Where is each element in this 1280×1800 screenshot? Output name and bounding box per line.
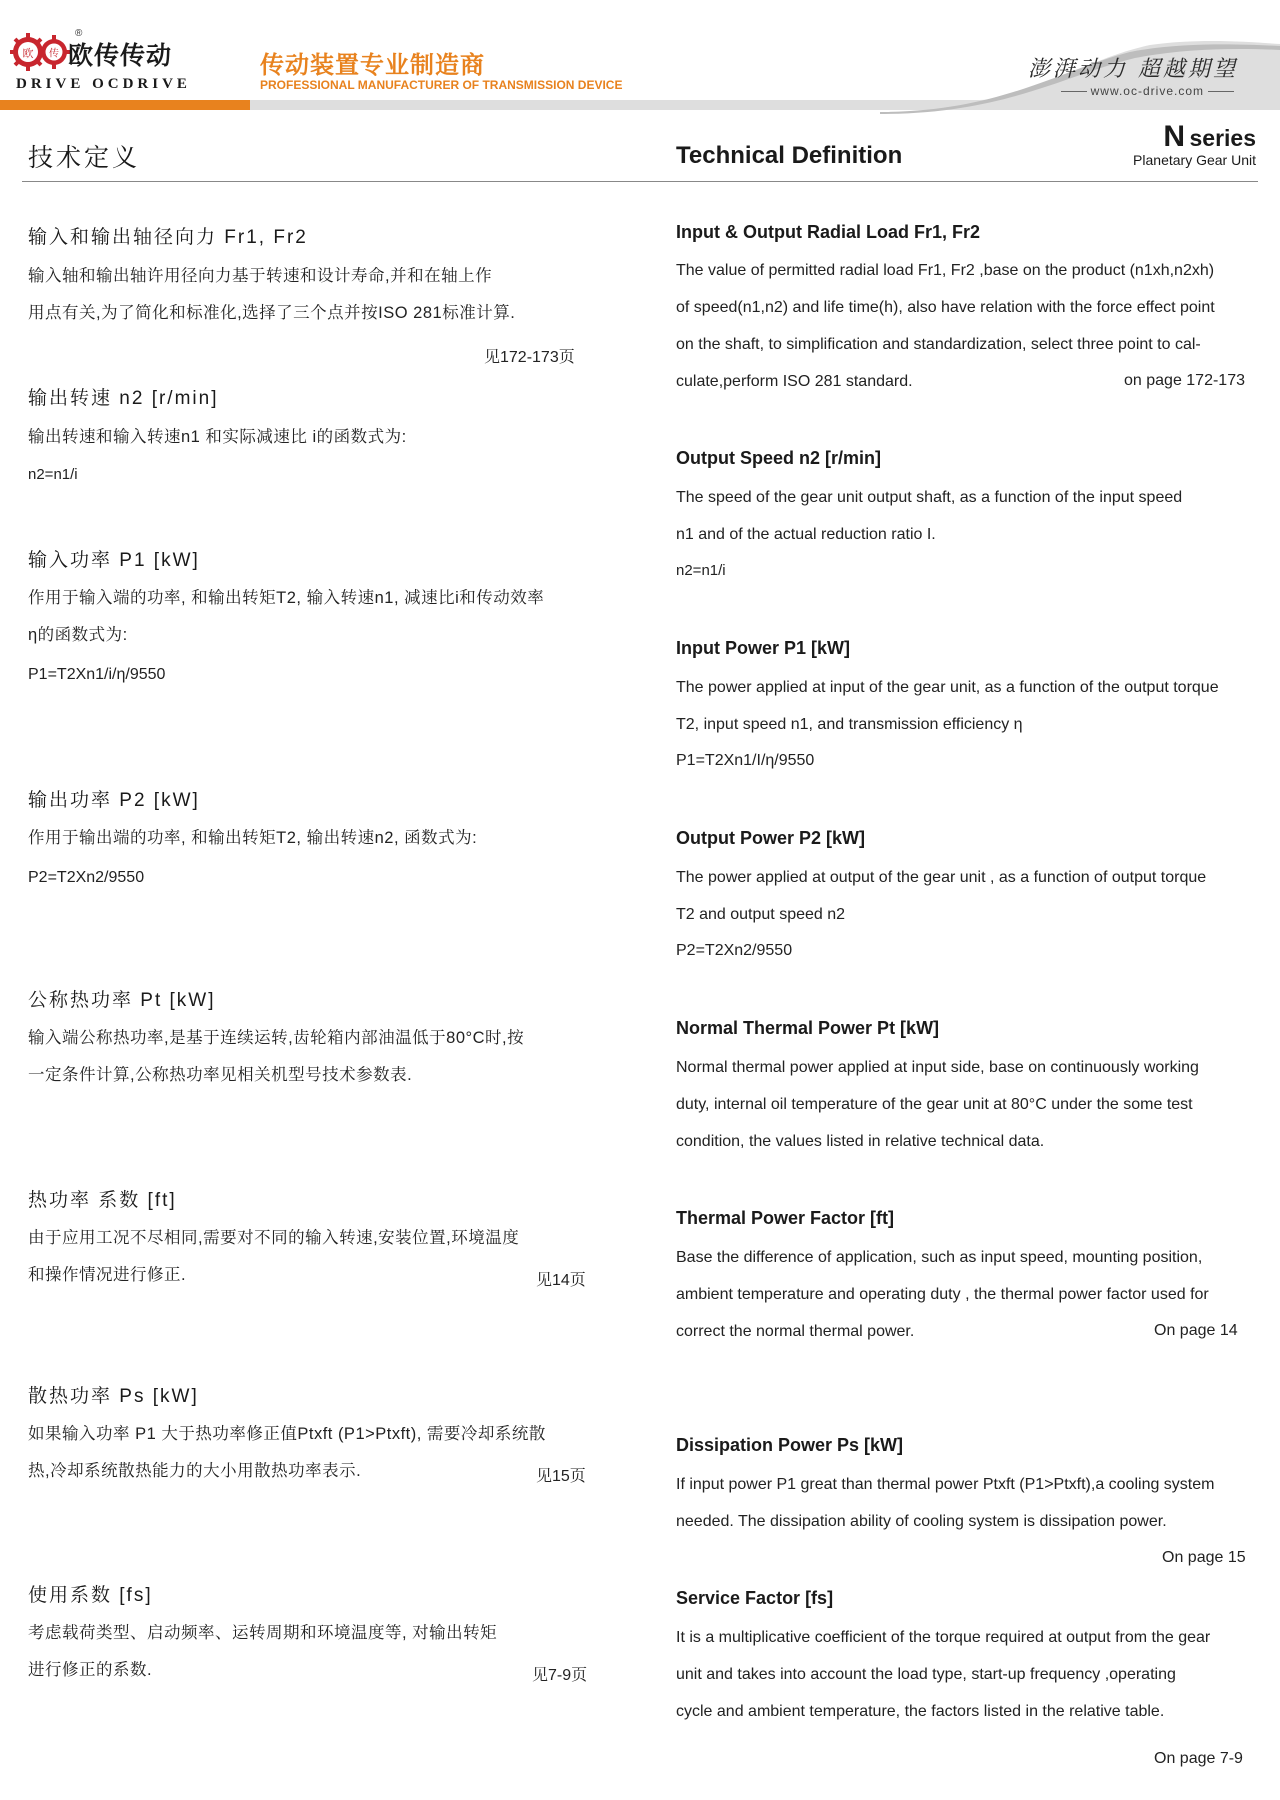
cn-input-power-line-2: η的函数式为: bbox=[28, 626, 128, 644]
svg-text:传: 传 bbox=[49, 48, 59, 60]
cn-output-power-formula: P2=T2Xn2/9550 bbox=[28, 869, 145, 886]
cn-service-page-ref: 见7-9页 bbox=[532, 1667, 588, 1684]
en-thermal-line-3: condition, the values listed in relative technical data. bbox=[676, 1133, 1045, 1150]
en-output-speed-formula: n2=n1/i bbox=[676, 562, 726, 579]
en-output-power-line-2: T2 and output speed n2 bbox=[676, 906, 846, 923]
cn-radial-title: 输入和输出轴径向力 Fr1, Fr2 bbox=[28, 227, 308, 248]
cn-radial-line-2: 用点有关,为了简化和标准化,选择了三个点并按ISO 281标准计算. bbox=[28, 304, 516, 322]
en-dissipation-line-2: needed. The dissipation ability of cooling system is dissipation power. bbox=[676, 1513, 1167, 1530]
en-thermal-line-1: Normal thermal power applied at input side, base on continuously working bbox=[676, 1059, 1199, 1076]
cn-thermal-title: 公称热功率 Pt [kW] bbox=[28, 990, 216, 1011]
cn-output-power-title: 输出功率 P2 [kW] bbox=[28, 790, 200, 811]
header-divider bbox=[22, 181, 1258, 182]
en-thermal-title: Normal Thermal Power Pt [kW] bbox=[676, 1018, 940, 1038]
company-logo[interactable] bbox=[8, 28, 208, 98]
en-input-power-title: Input Power P1 [kW] bbox=[676, 638, 851, 658]
en-service-line-2: unit and takes into account the load type, start-up frequency ,operating bbox=[676, 1666, 1176, 1683]
en-dissipation-page-ref: On page 15 bbox=[1162, 1549, 1246, 1566]
en-factor-page-ref: On page 14 bbox=[1154, 1322, 1238, 1339]
cn-thermal-line-2: 一定条件计算,公称热功率见相关机型号技术参数表. bbox=[28, 1066, 413, 1084]
company-name-cn: 欧传传动 bbox=[68, 42, 173, 70]
cn-service-line-2: 进行修正的系数. bbox=[28, 1661, 153, 1679]
en-factor-title: Thermal Power Factor [ft] bbox=[676, 1208, 895, 1228]
tagline-en: PROFESSIONAL MANUFACTURER OF TRANSMISSION DEVICE bbox=[260, 78, 623, 92]
cn-dissipation-title: 散热功率 Ps [kW] bbox=[28, 1386, 199, 1407]
cn-radial-page-ref: 见172-173页 bbox=[484, 349, 575, 366]
en-radial-page-ref: on page 172-173 bbox=[1124, 372, 1245, 389]
en-output-power-line-1: The power applied at output of the gear unit , as a function of output torque bbox=[676, 869, 1207, 886]
en-service-line-3: cycle and ambient temperature, the factors listed in the relative table. bbox=[676, 1703, 1165, 1720]
gear-logo-icon bbox=[10, 32, 74, 76]
page-header bbox=[0, 0, 1280, 115]
cn-output-speed-formula: n2=n1/i bbox=[28, 466, 78, 483]
en-factor-line-3: correct the normal thermal power. bbox=[676, 1323, 915, 1340]
series-letter: N bbox=[1163, 120, 1186, 153]
en-thermal-line-2: duty, internal oil temperature of the gear unit at 80°C under the some test bbox=[676, 1096, 1193, 1113]
en-output-speed-line-2: n1 and of the actual reduction ratio I. bbox=[676, 526, 936, 543]
cn-radial-line-1: 输入轴和输出轴许用径向力基于转速和设计寿命,并和在轴上作 bbox=[28, 267, 493, 285]
en-dissipation-line-1: If input power P1 great than thermal power Ptxft (P1>Ptxft),a cooling system bbox=[676, 1476, 1215, 1493]
en-input-power-line-1: The power applied at input of the gear unit, as a function of the output torque bbox=[676, 679, 1219, 696]
en-service-line-1: It is a multiplicative coefficient of the torque required at output from the gear bbox=[676, 1629, 1211, 1646]
cn-output-power-line-1: 作用于输出端的功率, 和输出转矩T2, 输出转速n2, 函数式为: bbox=[28, 829, 478, 847]
cn-dissipation-line-1: 如果输入功率 P1 大于热功率修正值Ptxft (P1>Ptxft), 需要冷却系统散 bbox=[28, 1425, 546, 1443]
tagline-cn: 传动装置专业制造商 bbox=[260, 52, 485, 79]
cn-input-power-formula: P1=T2Xn1/i/η/9550 bbox=[28, 666, 166, 683]
cn-factor-title: 热功率 系数 [ft] bbox=[28, 1190, 177, 1211]
en-radial-line-2: of speed(n1,n2) and life time(h), also have relation with the force effect point bbox=[676, 299, 1215, 316]
cn-dissipation-page-ref: 见15页 bbox=[536, 1468, 586, 1485]
series-badge bbox=[1133, 120, 1256, 168]
cn-service-line-1: 考虑载荷类型、启动频率、运转周期和环境温度等, 对输出转矩 bbox=[28, 1624, 498, 1642]
cn-output-speed-title: 输出转速 n2 [r/min] bbox=[28, 388, 219, 409]
company-name-en: DRIVE OCDRIVE bbox=[16, 76, 191, 92]
cn-output-speed-line-1: 输出转速和输入转速n1 和实际减速比 i的函数式为: bbox=[28, 428, 407, 446]
en-output-speed-line-1: The speed of the gear unit output shaft, as a function of the input speed bbox=[676, 489, 1183, 506]
slogan: 澎湃动力 超越期望 bbox=[1028, 57, 1238, 82]
registered-mark: ® bbox=[75, 28, 83, 39]
en-input-power-line-2: T2, input speed n1, and transmission efficiency η bbox=[676, 716, 1023, 733]
cn-factor-line-1: 由于应用工况不尽相同,需要对不同的输入转速,安装位置,环境温度 bbox=[28, 1229, 520, 1247]
cn-factor-line-2: 和操作情况进行修正. bbox=[28, 1266, 187, 1284]
en-output-power-title: Output Power P2 [kW] bbox=[676, 828, 865, 848]
cn-input-power-line-1: 作用于输入端的功率, 和输出转矩T2, 输入转速n1, 减速比i和传动效率 bbox=[28, 589, 545, 607]
website-link[interactable]: www.oc-drive.com bbox=[1057, 84, 1238, 98]
en-service-title: Service Factor [fs] bbox=[676, 1588, 834, 1608]
en-factor-line-2: ambient temperature and operating duty , the thermal power factor used for bbox=[676, 1286, 1209, 1303]
section-title-cn: 技术定义 bbox=[28, 144, 141, 172]
en-input-power-formula: P1=T2Xn1/I/η/9550 bbox=[676, 752, 815, 769]
en-dissipation-title: Dissipation Power Ps [kW] bbox=[676, 1435, 904, 1455]
en-radial-title: Input & Output Radial Load Fr1, Fr2 bbox=[676, 222, 980, 242]
svg-text:欧: 欧 bbox=[22, 47, 34, 60]
section-title-en: Technical Definition bbox=[676, 142, 903, 169]
en-output-speed-title: Output Speed n2 [r/min] bbox=[676, 448, 881, 468]
en-radial-line-3: on the shaft, to simplification and standardization, select three point to cal- bbox=[676, 336, 1201, 353]
en-radial-line-1: The value of permitted radial load Fr1, Fr2 ,base on the product (n1xh,n2xh) bbox=[676, 262, 1215, 279]
cn-service-title: 使用系数 [fs] bbox=[28, 1585, 153, 1606]
cn-dissipation-line-2: 热,冷却系统散热能力的大小用散热功率表示. bbox=[28, 1462, 362, 1480]
cn-input-power-title: 输入功率 P1 [kW] bbox=[28, 550, 200, 571]
cn-factor-page-ref: 见14页 bbox=[536, 1272, 586, 1289]
en-radial-line-4: culate,perform ISO 281 standard. bbox=[676, 373, 913, 390]
en-service-page-ref: On page 7-9 bbox=[1154, 1750, 1243, 1767]
en-output-power-formula: P2=T2Xn2/9550 bbox=[676, 942, 793, 959]
en-factor-line-1: Base the difference of application, such as input speed, mounting position, bbox=[676, 1249, 1203, 1266]
cn-thermal-line-1: 输入端公称热功率,是基于连续运转,齿轮箱内部油温低于80°C时,按 bbox=[28, 1029, 525, 1047]
series-subtitle: Planetary Gear Unit bbox=[1133, 152, 1256, 168]
series-word: series bbox=[1189, 125, 1256, 151]
